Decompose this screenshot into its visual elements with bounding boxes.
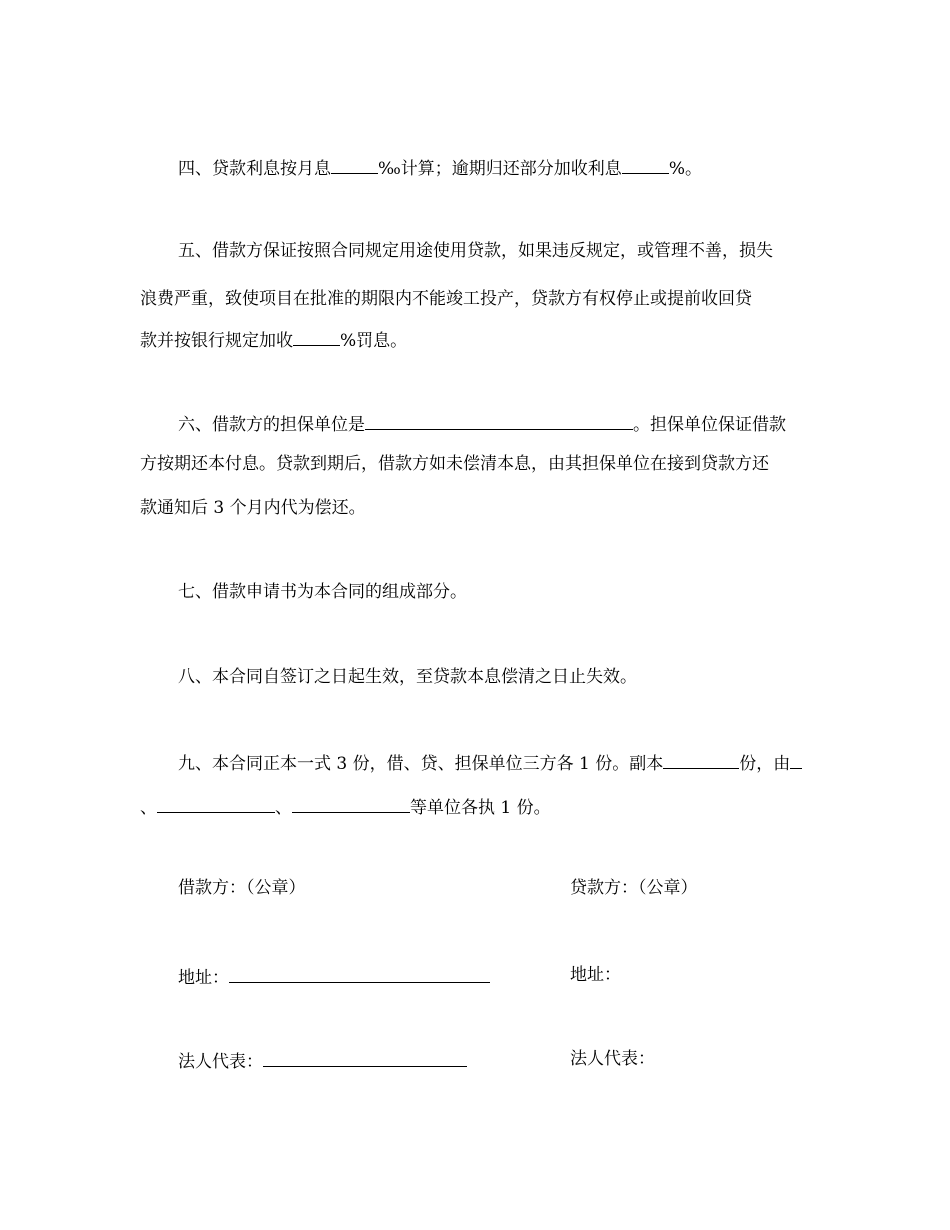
clause-5-line-3	[140, 330, 407, 350]
copies-count-blank[interactable]	[663, 753, 739, 769]
clause-9-line-1	[178, 753, 802, 773]
clause-4-text-c: %。	[668, 159, 702, 179]
clause-9-sep-1: 、	[140, 798, 157, 818]
borrower-address-blank[interactable]	[229, 967, 490, 983]
borrower-rep-label: 法人代表：	[178, 1052, 263, 1072]
clause-6-line-1	[178, 414, 786, 434]
lender-seal-label: 贷款方：（公章）	[570, 878, 698, 898]
clause-6-text-a: 六、借款方的担保单位是	[178, 415, 365, 435]
clause-4-text-a: 四、贷款利息按月息	[178, 159, 331, 179]
clause-8: 八、本合同自签订之日起生效，至贷款本息偿清之日止失效。	[178, 667, 637, 687]
holder-blank-3[interactable]	[292, 797, 410, 813]
lender-rep-label: 法人代表：	[570, 1049, 655, 1069]
borrower-address	[178, 967, 490, 987]
holder-blank-1[interactable]	[790, 753, 802, 769]
penalty-interest-blank[interactable]	[293, 330, 340, 346]
clause-5-text-b: %罚息。	[340, 331, 408, 351]
guarantor-blank[interactable]	[365, 414, 633, 430]
clause-6-line-3: 款通知后 3 个月内代为偿还。	[140, 498, 366, 518]
clause-9-text-c: 等单位各执 1 份。	[410, 798, 551, 818]
borrower-representative	[178, 1051, 467, 1071]
borrower-address-label: 地址：	[178, 968, 229, 988]
clause-9-line-2	[140, 797, 551, 817]
clause-4	[178, 158, 702, 178]
clause-5-text-a: 款并按银行规定加收	[140, 331, 293, 351]
borrower-seal-label: 借款方：（公章）	[178, 878, 306, 898]
clause-7: 七、借款申请书为本合同的组成部分。	[178, 582, 467, 602]
overdue-interest-blank[interactable]	[622, 158, 669, 174]
clause-9-text-a: 九、本合同正本一式 3 份，借、贷、担保单位三方各 1 份。副本	[178, 754, 664, 774]
clause-9-text-b: 份，由	[739, 754, 791, 774]
monthly-interest-blank[interactable]	[331, 158, 378, 174]
lender-address-label: 地址：	[570, 965, 621, 985]
borrower-rep-blank[interactable]	[263, 1051, 467, 1067]
clause-5-line-1: 五、借款方保证按照合同规定用途使用贷款，如果违反规定，或管理不善，损失	[178, 241, 773, 261]
clause-4-text-b: ‰计算；逾期归还部分加收利息	[378, 159, 622, 179]
clause-9-sep-2: 、	[275, 798, 292, 818]
clause-6-line-2: 方按期还本付息。贷款到期后，借款方如未偿清本息，由其担保单位在接到贷款方还	[140, 454, 769, 474]
holder-blank-2[interactable]	[157, 797, 275, 813]
clause-6-text-b: 。担保单位保证借款	[633, 415, 786, 435]
clause-5-line-2: 浪费严重，致使项目在批准的期限内不能竣工投产，贷款方有权停止或提前收回贷	[140, 289, 752, 309]
